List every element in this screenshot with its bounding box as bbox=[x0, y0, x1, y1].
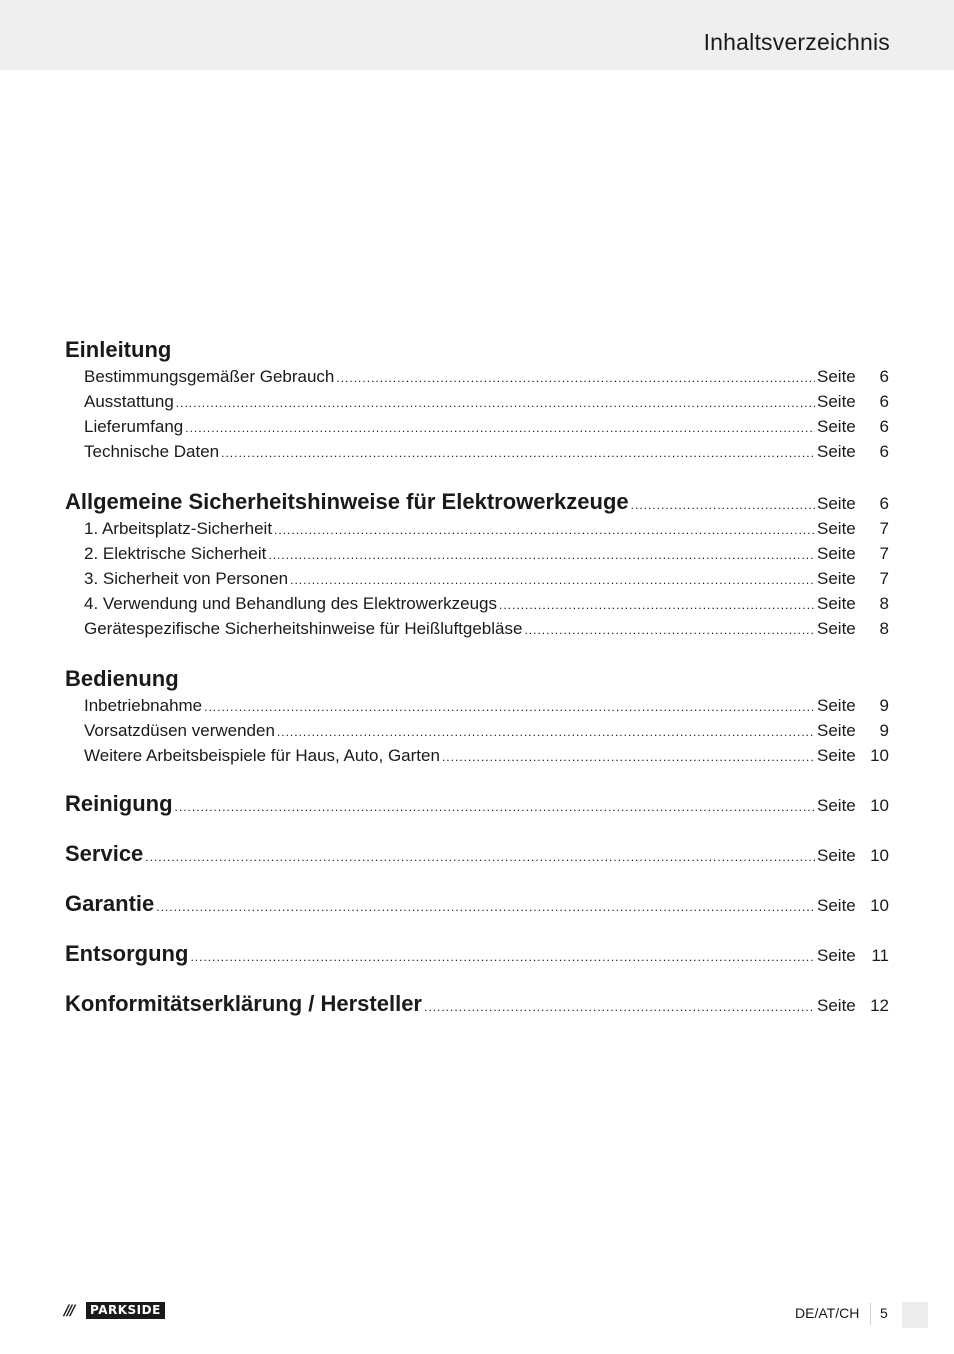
page-number: 10 bbox=[870, 796, 889, 815]
page-label: Seite bbox=[817, 746, 856, 765]
dot-leader bbox=[336, 366, 815, 391]
page-number: 9 bbox=[879, 721, 889, 740]
toc-section-title: Service bbox=[65, 841, 144, 866]
page-label: Seite bbox=[817, 417, 856, 436]
page-number: 6 bbox=[879, 442, 889, 461]
page-number: 8 bbox=[879, 594, 889, 613]
toc-section-entsorgung[interactable] bbox=[65, 940, 889, 968]
dot-leader bbox=[277, 720, 815, 745]
toc-section-title: Allgemeine Sicherheitshinweise für Elektrowerkzeuge bbox=[65, 489, 629, 514]
toc-section-title: Reinigung bbox=[65, 791, 173, 816]
toc-entry[interactable] bbox=[65, 718, 889, 743]
toc-entry[interactable] bbox=[65, 516, 889, 541]
page-number-footer: 5 bbox=[880, 1305, 888, 1321]
toc-entry-label: Gerätespezifische Sicherheitshinweise für Heißluftgebläse bbox=[84, 619, 523, 638]
dot-leader bbox=[631, 491, 815, 519]
toc-entry-label: Inbetriebnahme bbox=[84, 696, 203, 715]
toc-entry-label: Technische Daten bbox=[84, 442, 220, 461]
toc-section-bedienung bbox=[65, 665, 889, 768]
toc-section-garantie[interactable] bbox=[65, 890, 889, 918]
toc-entry-label: Weitere Arbeitsbeispiele für Haus, Auto, Garten bbox=[84, 746, 440, 765]
toc-entry[interactable] bbox=[65, 693, 889, 718]
page-number: 12 bbox=[870, 996, 889, 1015]
toc-entry[interactable] bbox=[65, 541, 889, 566]
page-label: Seite bbox=[817, 796, 856, 815]
page-label: Seite bbox=[817, 367, 856, 386]
toc-entry[interactable] bbox=[65, 616, 889, 641]
header-band bbox=[0, 0, 954, 70]
page-label: Seite bbox=[817, 544, 856, 563]
toc-entry[interactable] bbox=[65, 389, 889, 414]
page-number: 8 bbox=[879, 619, 889, 638]
dot-leader bbox=[524, 618, 815, 643]
toc-section-reinigung[interactable] bbox=[65, 790, 889, 818]
dot-leader bbox=[268, 543, 815, 568]
page-label: Seite bbox=[817, 519, 856, 538]
toc-entry[interactable] bbox=[65, 743, 889, 768]
logo-slashes: /// bbox=[64, 1302, 74, 1319]
page-number: 11 bbox=[871, 946, 889, 965]
toc-section-service[interactable] bbox=[65, 840, 889, 868]
toc-entry-label: 2. Elektrische Sicherheit bbox=[84, 544, 267, 563]
dot-leader bbox=[499, 593, 815, 618]
page-label: Seite bbox=[817, 946, 856, 965]
page-number: 10 bbox=[870, 896, 889, 915]
page-number: 10 bbox=[870, 846, 889, 865]
page-title: Inhaltsverzeichnis bbox=[703, 29, 890, 55]
toc-section-title: Garantie bbox=[65, 891, 155, 916]
page-label: Seite bbox=[817, 846, 856, 865]
page-number: 7 bbox=[879, 569, 889, 588]
page-number: 6 bbox=[879, 417, 889, 436]
language-code: DE/AT/CH bbox=[795, 1305, 860, 1321]
toc-entry-label: 4. Verwendung und Behandlung des Elektrowerkzeugs bbox=[84, 594, 498, 613]
toc-section-title: Entsorgung bbox=[65, 941, 189, 966]
footer-divider bbox=[870, 1303, 871, 1325]
page-label: Seite bbox=[817, 442, 856, 461]
footer-tab-marker bbox=[902, 1302, 928, 1328]
toc-section-title: Bedienung bbox=[65, 666, 179, 691]
logo-wordmark: PARKSIDE bbox=[86, 1302, 165, 1319]
page-number: 6 bbox=[879, 392, 889, 411]
toc-section-title: Einleitung bbox=[65, 337, 172, 362]
toc-section-einleitung bbox=[65, 336, 889, 464]
toc-section-konformitaet[interactable] bbox=[65, 990, 889, 1018]
toc-section-entry[interactable] bbox=[65, 488, 889, 516]
dot-leader bbox=[442, 745, 815, 770]
dot-leader bbox=[204, 695, 815, 720]
dot-leader bbox=[175, 793, 815, 821]
page-number: 6 bbox=[879, 367, 889, 386]
dot-leader bbox=[145, 843, 815, 871]
dot-leader bbox=[424, 993, 815, 1021]
page-label: Seite bbox=[817, 696, 856, 715]
page-number: 7 bbox=[879, 544, 889, 563]
page-label: Seite bbox=[817, 594, 856, 613]
toc-entry[interactable] bbox=[65, 414, 889, 439]
page-label: Seite bbox=[817, 569, 856, 588]
table-of-contents bbox=[65, 336, 889, 1018]
dot-leader bbox=[274, 518, 815, 543]
toc-entry[interactable] bbox=[65, 566, 889, 591]
page-label: Seite bbox=[817, 721, 856, 740]
dot-leader bbox=[185, 416, 815, 441]
page-label: Seite bbox=[817, 619, 856, 638]
dot-leader bbox=[221, 441, 815, 466]
toc-entry-label: Ausstattung bbox=[84, 392, 174, 411]
toc-entry-label: Lieferumfang bbox=[84, 417, 184, 436]
toc-section-title: Konformitätserklärung / Hersteller bbox=[65, 991, 422, 1016]
dot-leader bbox=[290, 568, 815, 593]
toc-entry-label: Vorsatzdüsen verwenden bbox=[84, 721, 275, 740]
page-number: 10 bbox=[870, 746, 889, 765]
page-label: Seite bbox=[817, 494, 856, 513]
toc-entry-label: 1. Arbeitsplatz-Sicherheit bbox=[84, 519, 273, 538]
toc-entry[interactable] bbox=[65, 364, 889, 389]
page-number: 7 bbox=[879, 519, 889, 538]
dot-leader bbox=[190, 943, 815, 971]
page-label: Seite bbox=[817, 896, 856, 915]
page-label: Seite bbox=[817, 996, 856, 1015]
page-number: 9 bbox=[879, 696, 889, 715]
parkside-logo bbox=[64, 1302, 177, 1319]
page-label: Seite bbox=[817, 392, 856, 411]
toc-entry[interactable] bbox=[65, 439, 889, 464]
page-number: 6 bbox=[879, 494, 889, 513]
toc-section-sicherheitshinweise bbox=[65, 488, 889, 641]
dot-leader bbox=[156, 893, 815, 921]
toc-entry-label: 3. Sicherheit von Personen bbox=[84, 569, 289, 588]
toc-entry[interactable] bbox=[65, 591, 889, 616]
dot-leader bbox=[176, 391, 815, 416]
toc-entry-label: Bestimmungsgemäßer Gebrauch bbox=[84, 367, 335, 386]
